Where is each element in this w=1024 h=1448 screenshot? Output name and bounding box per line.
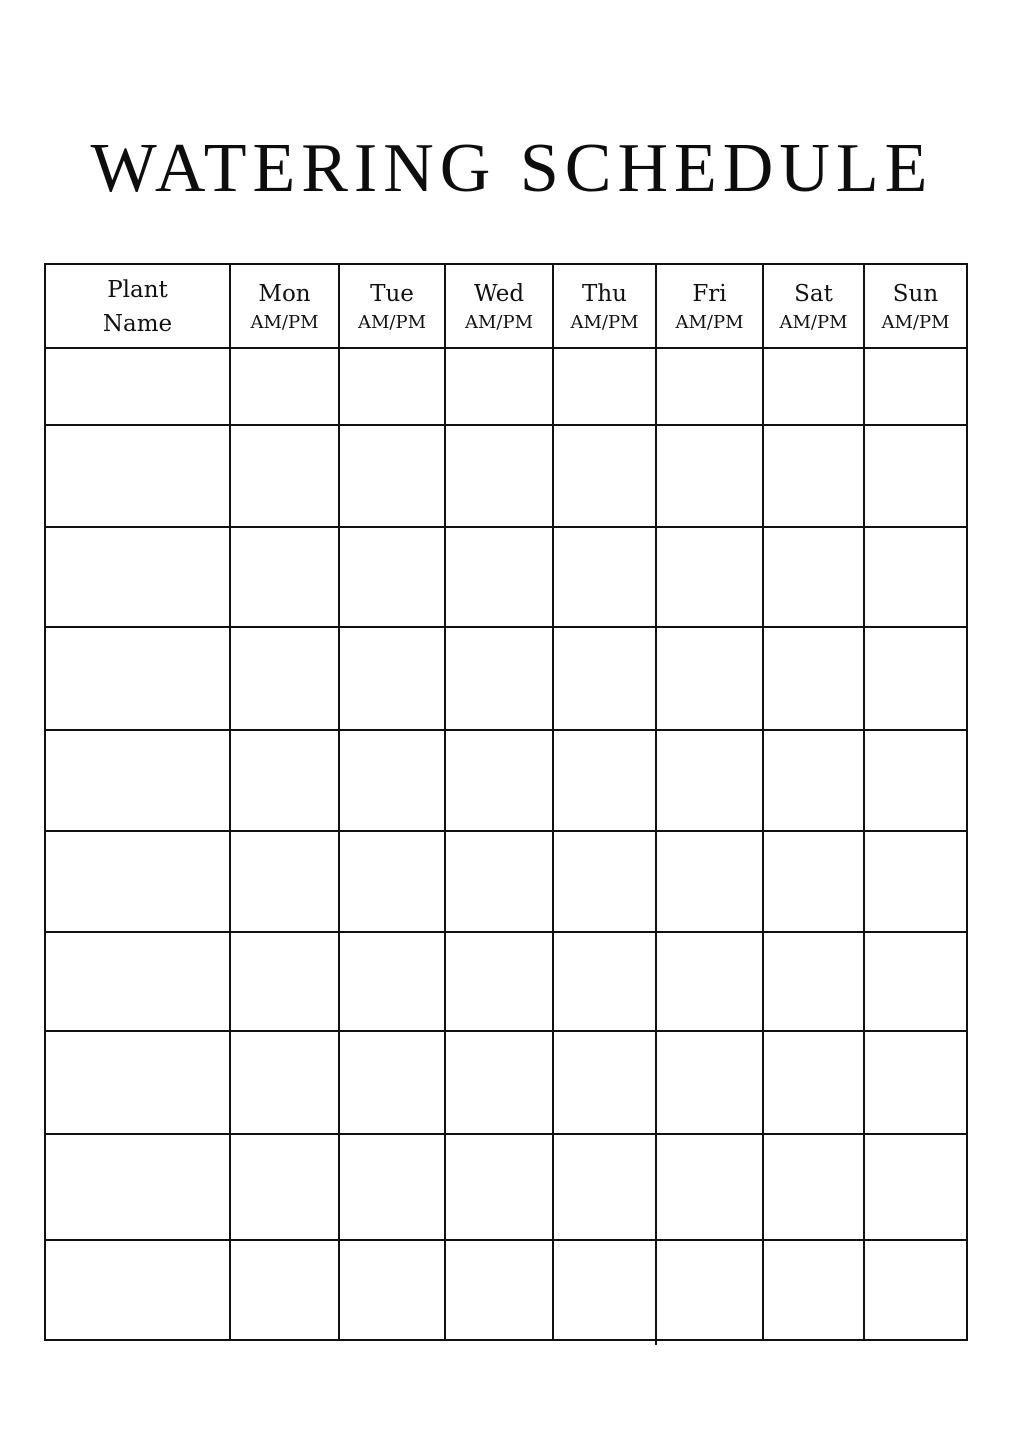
table-cell-plant[interactable] — [46, 832, 229, 931]
table-cell-tue[interactable] — [340, 731, 444, 830]
table-cell-sun[interactable] — [865, 1241, 964, 1336]
header-day-label: Mon — [258, 280, 311, 307]
table-cell-wed[interactable] — [446, 528, 552, 626]
table-cell-mon[interactable] — [231, 933, 338, 1030]
table-cell-sun[interactable] — [865, 1032, 964, 1133]
header-thu — [554, 265, 655, 348]
header-sun — [865, 265, 966, 348]
table-cell-plant[interactable] — [46, 349, 229, 424]
table-cell-thu[interactable] — [554, 933, 655, 1030]
table-cell-sat[interactable] — [764, 933, 863, 1030]
table-cell-sun[interactable] — [865, 628, 964, 729]
table-cell-wed[interactable] — [446, 832, 552, 931]
table-cell-fri[interactable] — [657, 349, 762, 424]
table-cell-fri[interactable] — [657, 933, 762, 1030]
header-sat — [764, 265, 863, 348]
table-cell-wed[interactable] — [446, 731, 552, 830]
header-plant-name — [46, 265, 229, 348]
table-cell-mon[interactable] — [231, 832, 338, 931]
header-day-sub: AM/PM — [250, 311, 319, 333]
table-cell-wed[interactable] — [446, 1135, 552, 1239]
table-cell-wed[interactable] — [446, 1241, 552, 1336]
table-cell-tue[interactable] — [340, 528, 444, 626]
table-cell-plant[interactable] — [46, 731, 229, 830]
table-cell-fri[interactable] — [657, 1135, 762, 1239]
table-cell-mon[interactable] — [231, 1135, 338, 1239]
table-cell-plant[interactable] — [46, 628, 229, 729]
table-cell-sat[interactable] — [764, 1135, 863, 1239]
table-cell-fri[interactable] — [657, 731, 762, 830]
table-cell-sat[interactable] — [764, 1032, 863, 1133]
table-cell-plant[interactable] — [46, 1032, 229, 1133]
table-cell-thu[interactable] — [554, 731, 655, 830]
table-cell-wed[interactable] — [446, 628, 552, 729]
table-cell-thu[interactable] — [554, 426, 655, 526]
table-cell-plant[interactable] — [46, 426, 229, 526]
header-day-label: Wed — [473, 280, 525, 307]
table-cell-tue[interactable] — [340, 349, 444, 424]
header-day-sub: AM/PM — [779, 311, 848, 333]
header-plant-label-line1: Plant — [107, 276, 168, 303]
table-cell-plant[interactable] — [46, 528, 229, 626]
table-cell-fri[interactable] — [657, 528, 762, 626]
header-mon — [231, 265, 338, 348]
table-cell-tue[interactable] — [340, 832, 444, 931]
table-cell-fri[interactable] — [657, 832, 762, 931]
table-cell-mon[interactable] — [231, 628, 338, 729]
table-cell-fri[interactable] — [657, 1241, 762, 1336]
header-day-label: Thu — [582, 280, 627, 307]
header-day-sub: AM/PM — [357, 311, 427, 333]
table-cell-mon[interactable] — [231, 1241, 338, 1336]
header-day-label: Fri — [692, 280, 727, 307]
table-cell-mon[interactable] — [231, 349, 338, 424]
table-cell-fri[interactable] — [657, 426, 762, 526]
table-cell-sat[interactable] — [764, 1241, 863, 1336]
table-cell-tue[interactable] — [340, 1032, 444, 1133]
table-cell-plant[interactable] — [46, 1135, 229, 1239]
table-cell-tue[interactable] — [340, 1135, 444, 1239]
table-cell-tue[interactable] — [340, 933, 444, 1030]
table-cell-sun[interactable] — [865, 426, 964, 526]
table-cell-tue[interactable] — [340, 1241, 444, 1336]
table-cell-thu[interactable] — [554, 1241, 655, 1336]
table-cell-thu[interactable] — [554, 1032, 655, 1133]
table-cell-sun[interactable] — [865, 832, 964, 931]
table-cell-thu[interactable] — [554, 528, 655, 626]
table-cell-plant[interactable] — [46, 933, 229, 1030]
header-day-label: Tue — [370, 280, 414, 307]
header-day-label: Sun — [892, 280, 939, 307]
table-cell-thu[interactable] — [554, 628, 655, 729]
header-fri — [657, 265, 762, 348]
header-tue — [340, 265, 444, 348]
table-cell-sun[interactable] — [865, 1135, 964, 1239]
table-cell-mon[interactable] — [231, 426, 338, 526]
table-cell-wed[interactable] — [446, 349, 552, 424]
table-cell-wed[interactable] — [446, 426, 552, 526]
table-cell-fri[interactable] — [657, 628, 762, 729]
header-wed — [446, 265, 552, 348]
header-day-sub: AM/PM — [881, 311, 950, 333]
table-cell-sat[interactable] — [764, 832, 863, 931]
table-cell-sat[interactable] — [764, 528, 863, 626]
table-cell-sat[interactable] — [764, 628, 863, 729]
table-cell-thu[interactable] — [554, 1135, 655, 1239]
table-cell-wed[interactable] — [446, 933, 552, 1030]
table-cell-thu[interactable] — [554, 832, 655, 931]
header-day-sub: AM/PM — [570, 311, 639, 333]
header-day-sub: AM/PM — [464, 311, 534, 333]
watering-schedule-table — [44, 263, 968, 1341]
table-cell-fri[interactable] — [657, 1032, 762, 1133]
table-cell-sat[interactable] — [764, 426, 863, 526]
table-cell-sun[interactable] — [865, 528, 964, 626]
header-plant-label-line2: Name — [102, 310, 173, 337]
table-cell-tue[interactable] — [340, 426, 444, 526]
table-cell-mon[interactable] — [231, 731, 338, 830]
table-cell-sat[interactable] — [764, 731, 863, 830]
table-cell-sat[interactable] — [764, 349, 863, 424]
table-cell-tue[interactable] — [340, 628, 444, 729]
table-cell-thu[interactable] — [554, 349, 655, 424]
table-cell-plant[interactable] — [46, 1241, 229, 1336]
header-day-label: Sat — [794, 280, 833, 307]
page-title: WATERING SCHEDULE — [90, 129, 934, 207]
table-cell-mon[interactable] — [231, 528, 338, 626]
table-cell-wed[interactable] — [446, 1032, 552, 1133]
table-cell-sun[interactable] — [865, 933, 964, 1030]
table-cell-mon[interactable] — [231, 1032, 338, 1133]
table-cell-sun[interactable] — [865, 731, 964, 830]
header-day-sub: AM/PM — [675, 311, 744, 333]
table-cell-sun[interactable] — [865, 349, 964, 424]
